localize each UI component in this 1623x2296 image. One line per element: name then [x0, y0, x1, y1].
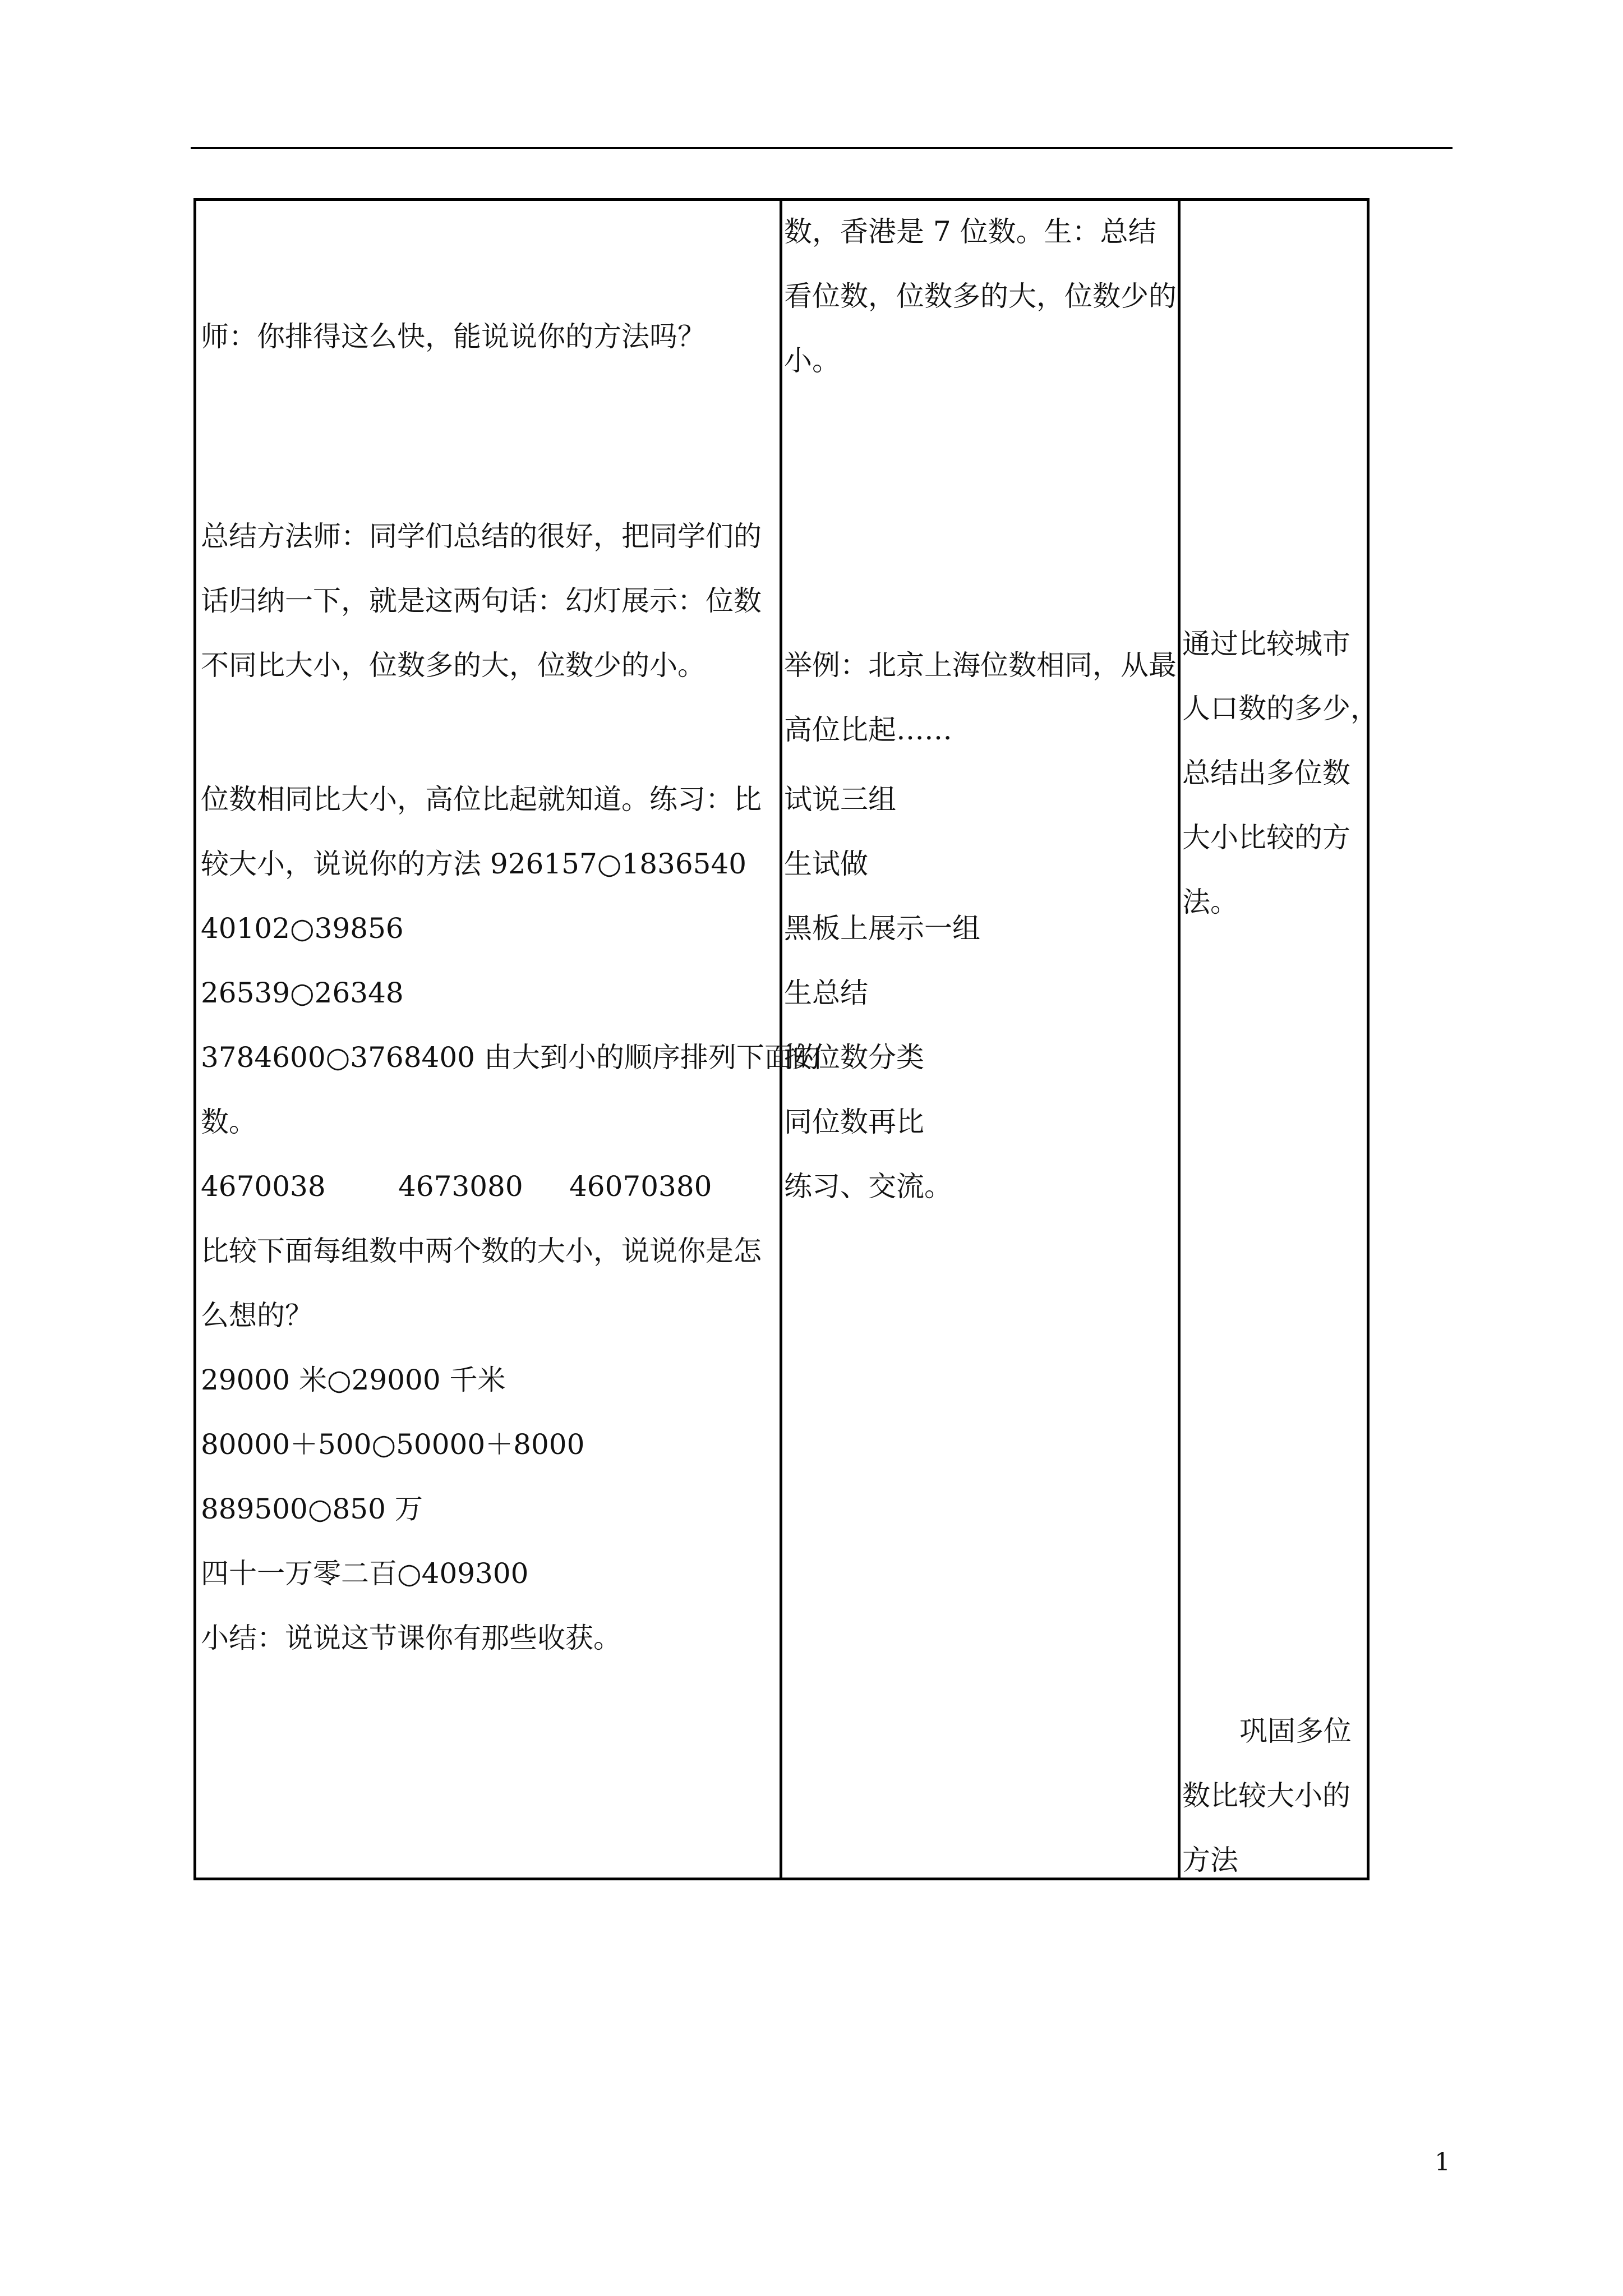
student-line: 小。: [784, 344, 840, 377]
student-line: 看位数，位数多的大，位数少的: [784, 280, 1177, 312]
teacher-line: 位数相同比大小，高位比起就知道。练习：比: [201, 783, 762, 816]
student-line: 试说三组: [784, 783, 896, 816]
teacher-line: 3784600○3768400 由大到小的顺序排列下面的: [201, 1041, 820, 1074]
student-line: 同位数再比: [784, 1106, 924, 1138]
student-line: 举例：北京上海位数相同，从最: [784, 649, 1177, 682]
intent-line: 通过比较城市: [1182, 628, 1350, 660]
teacher-line: 话归纳一下，就是这两句话：幻灯展示：位数: [201, 585, 762, 617]
intent-line: 方法: [1182, 1844, 1238, 1876]
student-line: 练习、交流。: [784, 1170, 952, 1203]
header-rule: [191, 147, 1453, 149]
student-line: 黑板上展示一组: [784, 912, 980, 945]
column-divider-1: [780, 201, 782, 1878]
student-line: 生总结: [784, 977, 868, 1009]
teacher-line: 么想的？: [201, 1299, 313, 1332]
teacher-line: 不同比大小，位数多的大，位数少的小。: [201, 649, 706, 682]
teacher-line: 师：你排得这么快，能说说你的方法吗？: [201, 320, 706, 353]
teacher-line: 四十一万零二百○409300: [201, 1557, 529, 1590]
number-item: 46070380: [569, 1170, 712, 1203]
teacher-line: 比较下面每组数中两个数的大小，说说你是怎: [201, 1235, 762, 1267]
student-line: 高位比起……: [784, 714, 952, 746]
intent-line: 总结出多位数: [1182, 757, 1350, 789]
teacher-line: 40102○39856: [201, 912, 404, 945]
teacher-line: 小结：说说这节课你有那些收获。: [201, 1622, 621, 1654]
intent-line: 法。: [1182, 886, 1238, 918]
intent-line: 大小比较的方: [1182, 821, 1350, 854]
teacher-line: 26539○26348: [201, 977, 404, 1009]
student-line: 数，香港是 7 位数。生：总结: [784, 215, 1156, 248]
teacher-line: 较大小，说说你的方法 926157○1836540: [201, 848, 747, 880]
teacher-line: 总结方法师：同学们总结的很好，把同学们的: [201, 520, 762, 553]
teacher-line: 29000 米○29000 千米: [201, 1364, 506, 1396]
lesson-plan-table: [193, 198, 1378, 1880]
teacher-line: 数。: [201, 1106, 257, 1138]
student-line: 生试做: [784, 848, 868, 880]
teacher-line: 889500○850 万: [201, 1493, 423, 1525]
teacher-line: 80000＋500○50000＋8000: [201, 1428, 585, 1461]
student-line: 按位数分类: [784, 1041, 924, 1074]
number-item: 4670038: [201, 1170, 326, 1203]
intent-line: 巩固多位: [1239, 1715, 1352, 1747]
intent-line: 人口数的多少，: [1182, 692, 1378, 725]
column-divider-2: [1178, 201, 1181, 1878]
intent-line: 数比较大小的: [1182, 1779, 1350, 1812]
page-number: 1: [1435, 2148, 1450, 2177]
number-item: 4673080: [398, 1170, 523, 1203]
